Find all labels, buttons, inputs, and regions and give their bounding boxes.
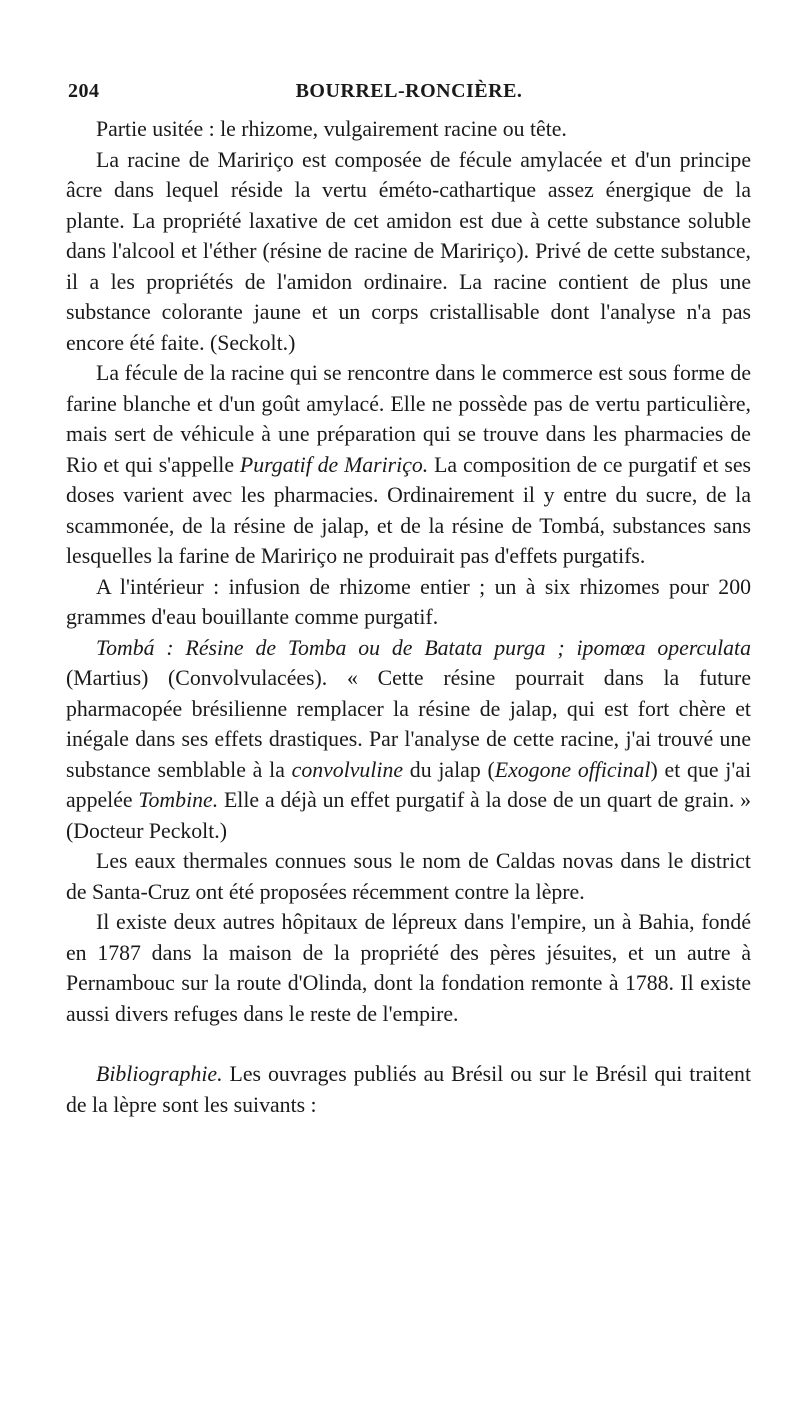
convolvuline-term: convolvuline [291,757,404,782]
paragraph-eaux-thermales: Les eaux thermales connues sous le nom de Caldas novas dans le district de Santa-Cruz ont été proposées récemment contre la lèpre. [66,849,751,904]
running-header [68,80,750,110]
running-title: BOURREL-RONCIÈRE. [295,80,523,102]
paragraph-fecule [66,358,751,572]
tomba-heading: Tombá : Résine de Tomba ou de Batata purga ; ipomœa operculata [96,635,751,660]
paragraph-partie-usitee: Partie usitée : le rhizome, vulgairement racine ou tête. [96,117,567,141]
paragraph-hopitaux: Il existe deux autres hôpitaux de lépreux dans l'empire, un à Bahia, fondé en 1787 dans la maison de la propriété des pères jésuites, et un autre à Pernambouc sur la route d'Olinda, dont la fondation remonte à 1788. Il existe aussi divers refuges dans le reste de l'empire. [66,910,751,1026]
tomba-text-3: ) et que j'ai appelée [66,757,752,812]
bibliographie-heading: Bibliographie. [96,1062,223,1086]
tomba-text-1: (Martius) (Convolvulacées). « Cette résine pourrait dans la future pharmacopée brésilienne remplacer la résine de jalap, qui est fort chère et inégale dans ses effets drastiques. Par l'analyse de cette racine, j'ai trouvé une substance semblable à la [66,666,751,782]
tomba-text-4: Elle a déjà un effet purgatif à la dose de un quart de grain. » (Docteur Peckolt.) [66,788,752,843]
tombine-term: Tombine. [138,788,219,812]
paragraph-usage-interieur: A l'intérieur : infusion de rhizome entier ; un à six rhizomes pour 200 grammes d'eau bouillante comme purgatif. [66,574,751,629]
bibliographie-text: Les ouvrages publiés au Brésil ou sur le Brésil qui traitent de la lèpre sont les suivants : [66,1062,751,1117]
purgatif-title: Purgatif de Maririço. [239,452,429,477]
paragraph-racine-composition: La racine de Maririço est composée de fécule amylacée et d'un principe âcre dans lequel réside la vertu éméto-cathartique assez énergique de la plante. La propriété laxative de cet amidon est due à cette substance soluble dans l'alcool et l'éther (résine de racine de Maririço). Privé de cette substance, il a les propriétés de l'amidon ordinaire. La racine contient de plus une substance colorante jaune et un corps cristallisable dont l'analyse n'a pas encore été faite. (Seckolt.) [66,147,751,355]
page-number: 204 [68,80,100,102]
page-body [66,114,751,1120]
fecule-text-1: La fécule de la racine qui se rencontre dans le commerce est sous forme de farine blanche et d'un goût amylacé. Elle ne possède pas de vertu particulière, mais sert de véhicule à une préparation qui se trouve dans les pharmacies de Rio et qui s'appelle [66,361,751,477]
tomba-text-2: du jalap ( [403,757,495,782]
exogone-term: Exogone officinal [494,757,651,782]
paragraph-tomba [66,633,751,847]
fecule-text-2: La composition de ce purgatif et ses doses varient avec les pharmacies. Ordinairement il y entre du sucre, de la scammonée, de la résine de jalap, et de la résine de Tombá, substances sans lesquelles la farine de Maririço ne produirait pas d'effets purgatifs. [66,452,751,568]
paragraph-bibliographie [66,1059,751,1120]
